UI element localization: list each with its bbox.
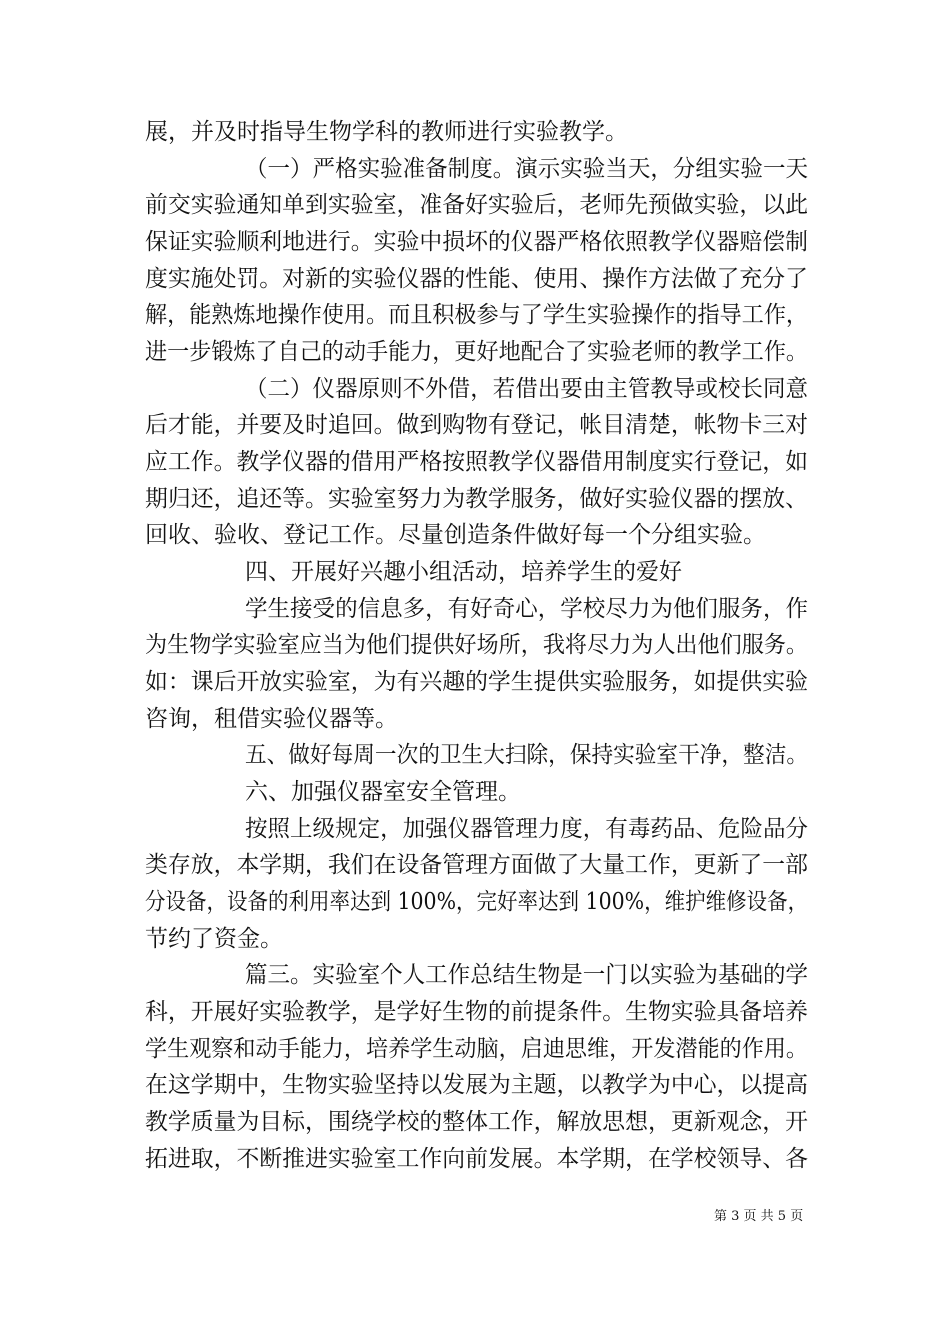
text-line: 按照上级规定，加强仪器管理力度，有毒药品、危险品分: [245, 815, 808, 842]
text-line: 展，并及时指导生物学科的教师进行实验教学。: [145, 119, 628, 145]
text-line: 如：课后开放实验室，为有兴趣的学生提供实验服务，如提供实验: [145, 669, 808, 696]
text-line: 拓进取，不断推进实验室工作向前发展。本学期，在学校领导、各: [145, 1145, 808, 1172]
text-line: 为生物学实验室应当为他们提供好场所，我将尽力为人出他们服务。: [145, 632, 809, 659]
text-line: 类存放，本学期，我们在设备管理方面做了大量工作，更新了一部: [145, 852, 808, 879]
text-line: 分设备，设备的利用率达到 100%，完好率达到 100%，维护维修设备，: [145, 889, 809, 916]
text-line: 期归还，追还等。实验室努力为教学服务，做好实验仪器的摆放、: [145, 485, 808, 512]
text-line: （一）严格实验准备制度。演示实验当天，分组实验一天: [245, 155, 808, 182]
text-line: 在这学期中，生物实验坚持以发展为主题，以教学为中心，以提高: [145, 1072, 808, 1099]
text-line: 学生观察和动手能力，培养学生动脑，启迪思维，开发潜能的作用。: [145, 1035, 809, 1062]
text-line: 应工作。教学仪器的借用严格按照教学仪器借用制度实行登记，如: [145, 449, 808, 476]
text-line: 前交实验通知单到实验室，准备好实验后，老师先预做实验，以此: [145, 192, 808, 219]
page-number: 第 3 页 共 5 页: [714, 1209, 804, 1224]
text-line: 五、做好每周一次的卫生大扫除，保持实验室干净，整洁。: [245, 742, 809, 769]
text-line: 六、加强仪器室安全管理。: [245, 779, 521, 806]
text-line: 节约了资金。: [145, 925, 283, 952]
text-line: 篇三。实验室个人工作总结生物是一门以实验为基础的学: [245, 962, 808, 989]
text-line: 科，开展好实验教学，是学好生物的前提条件。生物实验具备培养: [145, 999, 808, 1026]
text-line: 解，能熟炼地操作使用。而且积极参与了学生实验操作的指导工作，: [145, 302, 809, 329]
text-line: 四、开展好兴趣小组活动，培养学生的爱好: [245, 559, 682, 586]
text-line: 学生接受的信息多，有好奇心，学校尽力为他们服务，作: [245, 595, 808, 622]
text-line: 教学质量为目标，围绕学校的整体工作，解放思想，更新观念，开: [145, 1109, 808, 1136]
text-line: 保证实验顺利地进行。实验中损坏的仪器严格依照教学仪器赔偿制: [145, 229, 808, 255]
text-line: （二）仪器原则不外借，若借出要由主管教导或校长同意: [245, 375, 808, 402]
text-line: 进一步锻炼了自己的动手能力，更好地配合了实验老师的教学工作。: [145, 339, 809, 366]
text-line: 咨询，租借实验仪器等。: [145, 705, 398, 732]
text-line: 回收、验收、登记工作。尽量创造条件做好每一个分组实验。: [145, 522, 766, 549]
text-line: 度实施处罚。对新的实验仪器的性能、使用、操作方法做了充分了: [145, 265, 808, 292]
text-line: 后才能，并要及时追回。做到购物有登记，帐目清楚，帐物卡三对: [145, 412, 808, 439]
